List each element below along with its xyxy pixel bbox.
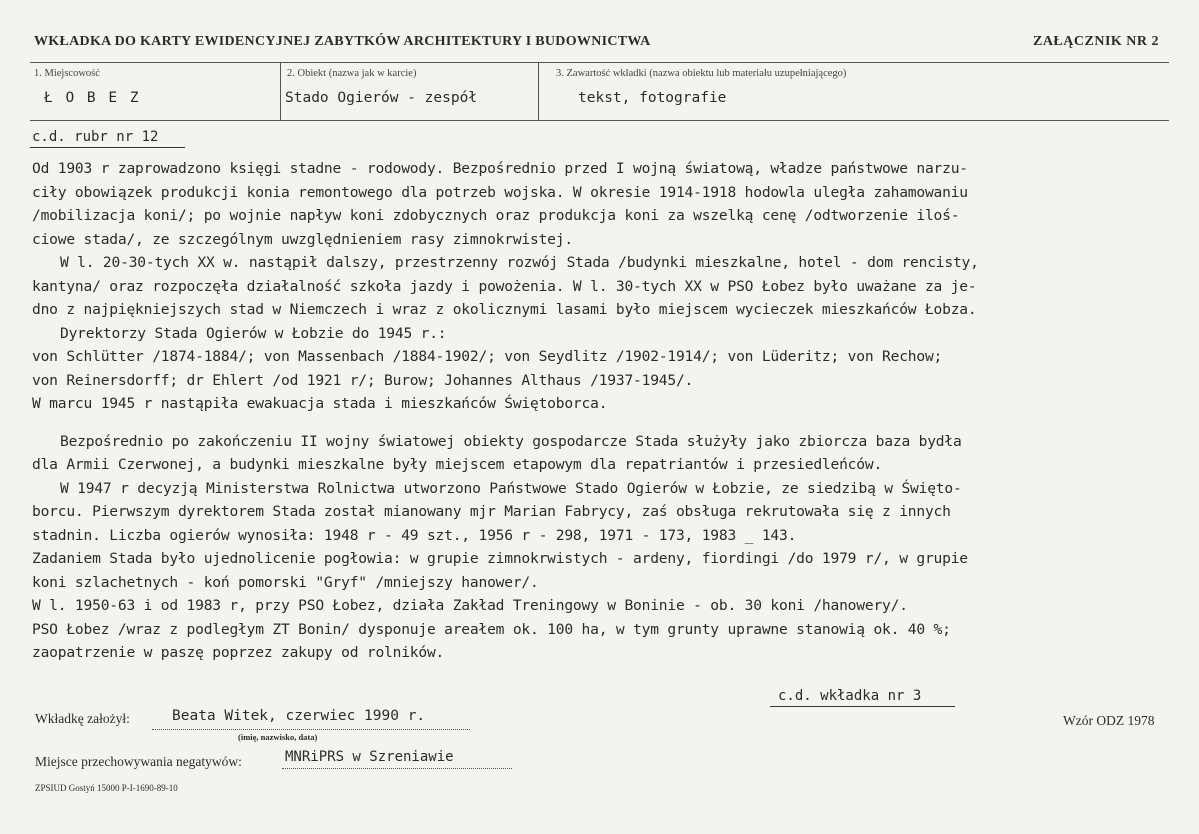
body-line: ciowe stada/, ze szczególnym uwzględnieniem rasy zimnokrwistej. <box>32 230 573 248</box>
body-line: Dyrektorzy Stada Ogierów w Łobzie do 1945 r.: <box>60 324 447 342</box>
body-line: Bezpośrednio po zakończeniu II wojny światowej obiekty gospodarcze Stada służyły jako zbiorcza baza bydła <box>60 432 962 450</box>
continuation-top-underline <box>30 147 185 148</box>
body-line: koni szlachetnych - koń pomorski "Gryf" /mniejszy hanower/. <box>32 573 539 591</box>
annex-number: ZAŁĄCZNIK NR 2 <box>1032 34 1159 49</box>
field-value-content: tekst, fotografie <box>578 90 727 106</box>
continuation-bottom: c.d. wkładka nr 3 <box>778 688 922 704</box>
field-label-locality: 1. Miejscowość <box>34 68 100 79</box>
storage-dotted-line <box>282 768 512 769</box>
storage-value: MNRiPRS w Szreniawie <box>285 749 454 765</box>
body-line: W l. 1950-63 i od 1983 r, przy PSO Łobez, działa Zakład Treningowy w Boninie - ob. 30 koni /hanowery/. <box>32 597 908 614</box>
form-top-rule <box>30 62 1169 63</box>
document-body <box>32 157 1167 665</box>
body-line: Zadaniem Stada było ujednolicenie pogłowia: w grupie zimnokrwistych - ardeny, fiordingi /do 1979 r/, w grupie <box>32 550 968 567</box>
body-line: stadnin. Liczba ogierów wynosiła: 1948 r - 49 szt., 1956 r - 298, 1971 - 173, 1983 _ 143. <box>32 526 797 544</box>
body-line: W l. 20-30-tych XX w. nastąpił dalszy, przestrzenny rozwój Stada /budynki mieszkalne, hotel - dom rencisty, <box>60 254 979 271</box>
model-number: Wzór ODZ 1978 <box>1063 713 1155 728</box>
print-info: ZPSIUD Gostyń 15000 P-I-1690-89-10 <box>35 783 178 793</box>
document-title: WKŁADKA DO KARTY EWIDENCYJNEJ ZABYTKÓW ARCHITEKTURY I BUDOWNICTWA <box>34 34 651 49</box>
author-dotted-line <box>152 729 470 730</box>
field-value-locality: Ł O B E Z <box>44 90 141 106</box>
body-line: /mobilizacja koni/; po wojnie napływ koni zdobycznych oraz produkcja koni za wszelką cenę /odtworzenie iloś- <box>32 207 960 224</box>
body-line: PSO Łobez /wraz z podległym ZT Bonin/ dysponuje areałem ok. 100 ha, w tym grunty uprawne stanowią ok. 40 %; <box>32 620 951 638</box>
document-header <box>34 34 1159 54</box>
body-line: dno z najpiękniejszych stad w Niemczech i wraz z okolicznymi lasami było miejscem wycieczek mieszkańców Łobza. <box>32 301 977 318</box>
body-line: kantyna/ oraz rozpoczęła działalność szkoła jazdy i powożenia. W l. 30-tych XX w PSO Łobez było uważane za je- <box>32 277 977 295</box>
storage-label: Miejsce przechowywania negatywów: <box>35 754 242 769</box>
author-label: Wkładkę założył: <box>35 711 130 726</box>
body-line: W marcu 1945 r nastąpiła ewakuacja stada i mieszkańców Świętoborca. <box>32 395 608 412</box>
continuation-top: c.d. rubr nr 12 <box>32 129 159 145</box>
author-note: (imię, nazwisko, data) <box>238 732 318 742</box>
body-line: ciły obowiązek produkcji konia remontowego dla potrzeb wojska. W okresie 1914-1918 hodowla uległa zahamowaniu <box>32 183 968 201</box>
field-label-content: 3. Zawartość wkładki (nazwa obiektu lub materiału uzupełniającego) <box>556 68 847 79</box>
field-divider-2 <box>538 62 539 120</box>
continuation-bottom-underline <box>770 706 955 707</box>
body-line: dla Armii Czerwonej, a budynki mieszkalne były miejscem etapowym dla repatriantów i przesiedleńców. <box>32 456 883 473</box>
field-divider-1 <box>280 62 281 120</box>
field-value-object: Stado Ogierów - zespół <box>285 90 478 106</box>
body-line: von Schlütter /1874-1884/; von Massenbach /1884-1902/; von Seydlitz /1902-1914/; von Lüderitz; von Rechow; <box>32 348 943 365</box>
author-value: Beata Witek, czerwiec 1990 r. <box>172 708 426 724</box>
form-bottom-rule <box>30 120 1169 121</box>
body-line: zaopatrzenie w paszę poprzez zakupy od rolników. <box>32 644 445 661</box>
body-line: borcu. Pierwszym dyrektorem Stada został mianowany mjr Marian Fabrycy, zaś obsługa rekrutowała się z innych <box>32 503 951 520</box>
field-label-object: 2. Obiekt (nazwa jak w karcie) <box>287 68 417 79</box>
body-line: von Reinersdorff; dr Ehlert /od 1921 r/; Burow; Johannes Althaus /1937-1945/. <box>32 371 694 389</box>
body-line: W 1947 r decyzją Ministerstwa Rolnictwa utworzono Państwowe Stado Ogierów w Łobzie, ze siedzibą w Święto- <box>60 479 962 497</box>
paragraph-gap <box>32 416 1167 430</box>
body-line: Od 1903 r zaprowadzono księgi stadne - rodowody. Bezpośrednio przed I wojną światową, władze państwowe narzu- <box>32 160 968 177</box>
